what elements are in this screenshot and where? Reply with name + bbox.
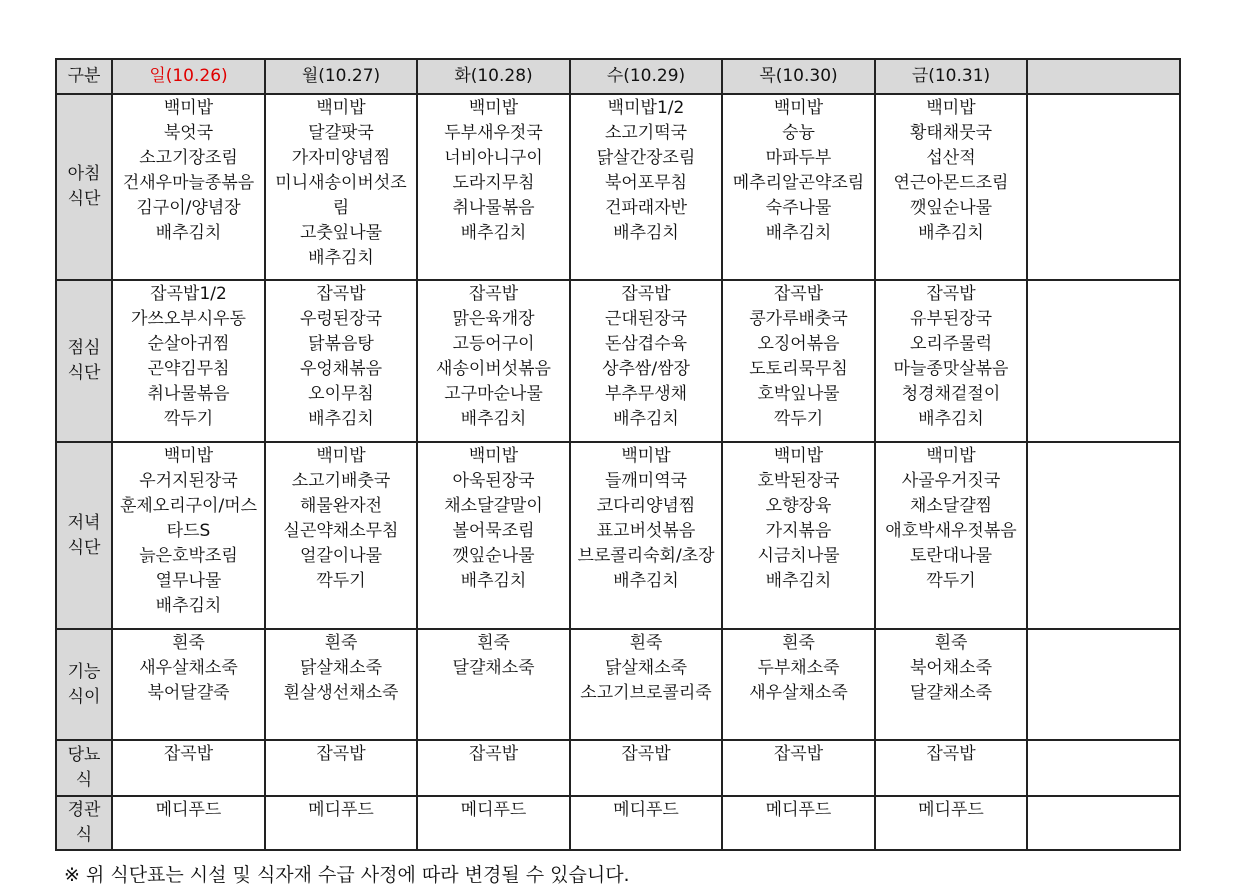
menu-item: 흰죽 — [324, 633, 358, 653]
menu-item: 흰살생선채소죽 — [283, 683, 399, 703]
menu-item: 애호박새우젓볶음 — [885, 521, 1017, 541]
menu-item: 실곤약채소무침 — [283, 521, 399, 541]
row-label-breakfast — [56, 94, 112, 280]
menu-item: 메디푸드 — [613, 800, 679, 820]
menu-item: 표고버섯볶음 — [596, 521, 696, 541]
day-header-wed: 수(10.29) — [570, 59, 722, 94]
meal-row-special-diet — [56, 629, 1180, 740]
meal-row-breakfast — [56, 94, 1180, 280]
menu-item: 열무나물 — [155, 571, 222, 591]
menu-item: 두부채소죽 — [757, 658, 840, 678]
menu-cell — [570, 629, 722, 740]
menu-item: 도라지무침 — [452, 173, 535, 193]
row-label-line: 식단 — [67, 363, 101, 383]
menu-item: 백미밥 — [163, 98, 214, 118]
menu-item: 황태채뭇국 — [909, 123, 993, 143]
menu-item: 깍두기 — [316, 571, 366, 591]
meal-menu-table — [55, 58, 1181, 851]
menu-item: 숭늉 — [782, 123, 815, 143]
menu-item: 백미밥 — [926, 446, 976, 466]
menu-item: 가쓰오부시우동 — [131, 309, 246, 329]
menu-item: 상추쌈/쌈장 — [602, 359, 690, 379]
menu-item: 소고기떡국 — [604, 123, 688, 143]
menu-item: 우엉채볶음 — [299, 359, 383, 379]
menu-item: 배추김치 — [613, 571, 679, 591]
menu-item: 유부된장국 — [909, 309, 993, 329]
menu-item: 메추리알곤약조림 — [732, 173, 865, 193]
menu-item: 맑은육개장 — [452, 309, 535, 329]
menu-item: 섭산적 — [926, 148, 976, 168]
menu-item: 곤약김무침 — [147, 359, 230, 379]
row-label-special-diet — [56, 629, 112, 740]
menu-item: 오징어볶음 — [757, 334, 840, 354]
menu-item: 숙주나물 — [765, 198, 832, 218]
menu-item: 배추김치 — [765, 571, 832, 591]
row-label-dinner — [56, 442, 112, 629]
menu-item: 취나물볶음 — [452, 198, 535, 218]
menu-cell — [417, 280, 570, 442]
menu-cell — [570, 94, 722, 280]
menu-cell — [570, 740, 722, 796]
menu-item: 백미밥 — [163, 446, 214, 466]
menu-cell — [417, 740, 570, 796]
menu-item: 마늘종맛살볶음 — [893, 359, 1009, 379]
row-label-tube-feeding — [56, 796, 112, 850]
menu-item: 들깨미역국 — [604, 471, 688, 491]
menu-item: 채소달걀찜 — [909, 496, 993, 516]
menu-item: 새우살채소죽 — [139, 658, 238, 678]
menu-item: 청경채겉절이 — [901, 384, 1001, 404]
menu-item: 메디푸드 — [918, 800, 984, 820]
menu-item: 배추김치 — [613, 223, 679, 243]
row-label-line: 식 — [75, 770, 93, 790]
day-header-fri: 금(10.31) — [875, 59, 1027, 94]
menu-item: 북어포무침 — [604, 173, 688, 193]
row-label-line: 기능 — [67, 661, 101, 682]
menu-item: 고춧잎나물 — [299, 223, 383, 243]
menu-item: 잡곡밥 — [773, 744, 824, 764]
menu-item: 흰죽 — [629, 633, 663, 653]
menu-item: 백미밥 — [773, 98, 824, 118]
row-label-line: 식단 — [67, 537, 101, 558]
menu-cell — [265, 442, 417, 629]
menu-item: 잡곡밥 — [316, 744, 366, 764]
meal-row-lunch — [56, 280, 1180, 442]
row-label-line: 당뇨 — [67, 745, 101, 765]
meal-row-dinner — [56, 442, 1180, 629]
menu-item: 배추김치 — [460, 409, 527, 429]
menu-item: 토란대나물 — [909, 546, 993, 566]
menu-cell — [570, 280, 722, 442]
menu-item: 호박잎나물 — [757, 384, 840, 404]
menu-item: 닭살채소죽 — [604, 658, 688, 678]
menu-cell — [265, 94, 417, 280]
menu-item: 연근아몬드조림 — [893, 173, 1009, 193]
menu-item: 마파두부 — [765, 148, 832, 168]
menu-item: 고등어구이 — [452, 334, 535, 354]
menu-item: 부추무생채 — [604, 384, 688, 404]
menu-item: 취나물볶음 — [147, 384, 230, 404]
menu-item: 두부새우젓국 — [444, 123, 543, 143]
menu-cell — [265, 280, 417, 442]
day-header-sun: 일(10.26) — [112, 59, 265, 94]
menu-cell — [1027, 94, 1180, 280]
menu-item: 깍두기 — [773, 409, 824, 429]
menu-item: 잡곡밥 — [773, 284, 824, 304]
menu-item: 배추김치 — [460, 571, 527, 591]
menu-item: 브로콜리숙회/초장 — [577, 546, 715, 566]
menu-item: 백미밥 — [621, 446, 671, 466]
menu-cell — [265, 629, 417, 740]
menu-item: 새우살채소죽 — [749, 683, 848, 703]
menu-cell — [875, 442, 1027, 629]
header-label: 구분 — [56, 59, 112, 94]
menu-item: 배추김치 — [155, 596, 222, 616]
menu-cell — [1027, 442, 1180, 629]
menu-item: 잡곡밥 — [926, 744, 976, 764]
menu-item: 배추김치 — [308, 409, 374, 429]
row-label-line: 점심 — [67, 338, 101, 358]
menu-cell — [112, 442, 265, 629]
menu-item: 흰죽 — [477, 633, 510, 653]
menu-item: 소고기장조림 — [139, 148, 238, 168]
menu-item: 잡곡밥 — [468, 744, 519, 764]
menu-cell — [570, 796, 722, 850]
row-label-diabetic — [56, 740, 112, 796]
menu-item: 백미밥1/2 — [607, 98, 685, 118]
menu-item: 해물완자전 — [299, 496, 383, 516]
menu-item: 콩가루배춧국 — [749, 309, 848, 329]
menu-item: 김구이/양념장 — [136, 198, 241, 218]
row-label-line: 저녁 — [67, 512, 101, 533]
menu-cell — [1027, 629, 1180, 740]
menu-item: 채소달걀말이 — [444, 496, 543, 516]
menu-item: 순살아귀찜 — [147, 334, 230, 354]
menu-item: 깍두기 — [163, 409, 214, 429]
menu-item: 배추김치 — [308, 248, 374, 268]
menu-item: 늙은호박조림 — [139, 546, 238, 566]
menu-item: 닭볶음탕 — [308, 334, 374, 354]
menu-cell — [417, 94, 570, 280]
menu-item: 깍두기 — [926, 571, 976, 591]
menu-item: 우거지된장국 — [139, 471, 238, 491]
menu-item: 백미밥 — [773, 446, 824, 466]
day-header-tue: 화(10.28) — [417, 59, 570, 94]
menu-item: 메디푸드 — [308, 800, 374, 820]
menu-item: 백미밥 — [468, 446, 519, 466]
menu-item: 달걀팟국 — [308, 123, 374, 143]
menu-item: 고구마순나물 — [444, 384, 543, 404]
menu-cell — [417, 442, 570, 629]
menu-cell — [722, 796, 875, 850]
menu-cell — [722, 280, 875, 442]
menu-item: 잡곡밥 — [621, 284, 671, 304]
menu-cell — [875, 629, 1027, 740]
menu-item: 메디푸드 — [765, 800, 832, 820]
row-label-line: 식 — [75, 825, 93, 845]
row-label-line: 경관 — [67, 800, 101, 820]
menu-item: 깻잎순나물 — [909, 198, 993, 218]
menu-item: 훈제오리구이/머스타드S — [119, 496, 258, 541]
menu-item: 도토리묵무침 — [749, 359, 848, 379]
menu-cell — [875, 280, 1027, 442]
menu-item: 얼갈이나물 — [299, 546, 383, 566]
menu-item: 너비아니구이 — [444, 148, 543, 168]
menu-cell — [722, 629, 875, 740]
header-row — [56, 59, 1180, 94]
menu-cell — [1027, 740, 1180, 796]
menu-item: 호박된장국 — [757, 471, 840, 491]
menu-item: 배추김치 — [155, 223, 222, 243]
menu-item: 닭살채소죽 — [299, 658, 383, 678]
menu-cell — [722, 442, 875, 629]
menu-item: 백미밥 — [926, 98, 976, 118]
menu-item: 배추김치 — [918, 409, 984, 429]
menu-cell — [722, 740, 875, 796]
menu-cell — [1027, 796, 1180, 850]
menu-item: 사골우거짓국 — [901, 471, 1001, 491]
menu-item: 아욱된장국 — [452, 471, 535, 491]
menu-item: 배추김치 — [765, 223, 832, 243]
menu-item: 잡곡밥1/2 — [150, 284, 227, 304]
menu-item: 배추김치 — [918, 223, 984, 243]
menu-cell — [112, 94, 265, 280]
menu-item: 오이무침 — [308, 384, 374, 404]
meal-row-tube-feeding — [56, 796, 1180, 850]
menu-cell — [1027, 280, 1180, 442]
menu-item: 소고기배춧국 — [291, 471, 391, 491]
row-label-line: 식이 — [67, 686, 101, 707]
menu-item: 건새우마늘종볶음 — [122, 173, 255, 193]
menu-item: 북어달걀죽 — [147, 683, 230, 703]
menu-item: 닭살간장조림 — [596, 148, 696, 168]
menu-item: 잡곡밥 — [163, 744, 214, 764]
menu-item: 배추김치 — [460, 223, 527, 243]
menu-cell — [112, 740, 265, 796]
menu-cell — [112, 796, 265, 850]
menu-cell — [265, 796, 417, 850]
menu-item: 오향장육 — [765, 496, 832, 516]
menu-cell — [875, 94, 1027, 280]
menu-item: 볼어묵조림 — [452, 521, 535, 541]
menu-item: 돈삼겹수육 — [604, 334, 688, 354]
menu-item: 잡곡밥 — [316, 284, 366, 304]
menu-item: 달걀채소죽 — [909, 683, 993, 703]
menu-cell — [112, 280, 265, 442]
menu-item: 잡곡밥 — [926, 284, 976, 304]
menu-item: 배추김치 — [613, 409, 679, 429]
menu-item: 가지볶음 — [765, 521, 832, 541]
menu-cell — [417, 796, 570, 850]
day-header-thu: 목(10.30) — [722, 59, 875, 94]
menu-item: 코다리양념찜 — [596, 496, 696, 516]
menu-item: 백미밥 — [468, 98, 519, 118]
row-label-lunch — [56, 280, 112, 442]
menu-item: 백미밥 — [316, 446, 366, 466]
menu-item: 가자미양념찜 — [291, 148, 391, 168]
menu-cell — [722, 94, 875, 280]
menu-item: 흰죽 — [782, 633, 815, 653]
day-header-blank — [1027, 59, 1180, 94]
menu-cell — [875, 740, 1027, 796]
menu-item: 잡곡밥 — [621, 744, 671, 764]
menu-cell — [265, 740, 417, 796]
menu-item: 근대된장국 — [604, 309, 688, 329]
menu-cell — [417, 629, 570, 740]
menu-cell — [570, 442, 722, 629]
menu-item: 소고기브로콜리죽 — [580, 683, 712, 703]
menu-item: 흰죽 — [172, 633, 205, 653]
menu-cell — [875, 796, 1027, 850]
day-header-mon: 월(10.27) — [265, 59, 417, 94]
menu-cell — [112, 629, 265, 740]
menu-item: 잡곡밥 — [468, 284, 519, 304]
disclaimer-note: ※ 위 식단표는 시설 및 식자재 수급 사정에 따라 변경될 수 있습니다. — [64, 864, 630, 886]
menu-item: 깻잎순나물 — [452, 546, 535, 566]
menu-item: 새송이버섯볶음 — [436, 359, 551, 379]
row-label-line: 식단 — [67, 189, 101, 209]
menu-item: 달걀채소죽 — [452, 658, 535, 678]
row-label-line: 아침 — [67, 164, 101, 184]
menu-item: 메디푸드 — [155, 800, 222, 820]
menu-item: 흰죽 — [934, 633, 968, 653]
menu-item: 메디푸드 — [460, 800, 527, 820]
menu-item: 북어채소죽 — [909, 658, 993, 678]
menu-item: 우렁된장국 — [299, 309, 383, 329]
menu-item: 오리주물럭 — [909, 334, 993, 354]
menu-item: 시금치나물 — [757, 546, 840, 566]
menu-item: 미니새송이버섯조림 — [275, 173, 407, 218]
menu-item: 북엇국 — [163, 123, 214, 143]
menu-item: 건파래자반 — [604, 198, 688, 218]
menu-item: 백미밥 — [316, 98, 366, 118]
meal-row-diabetic — [56, 740, 1180, 796]
